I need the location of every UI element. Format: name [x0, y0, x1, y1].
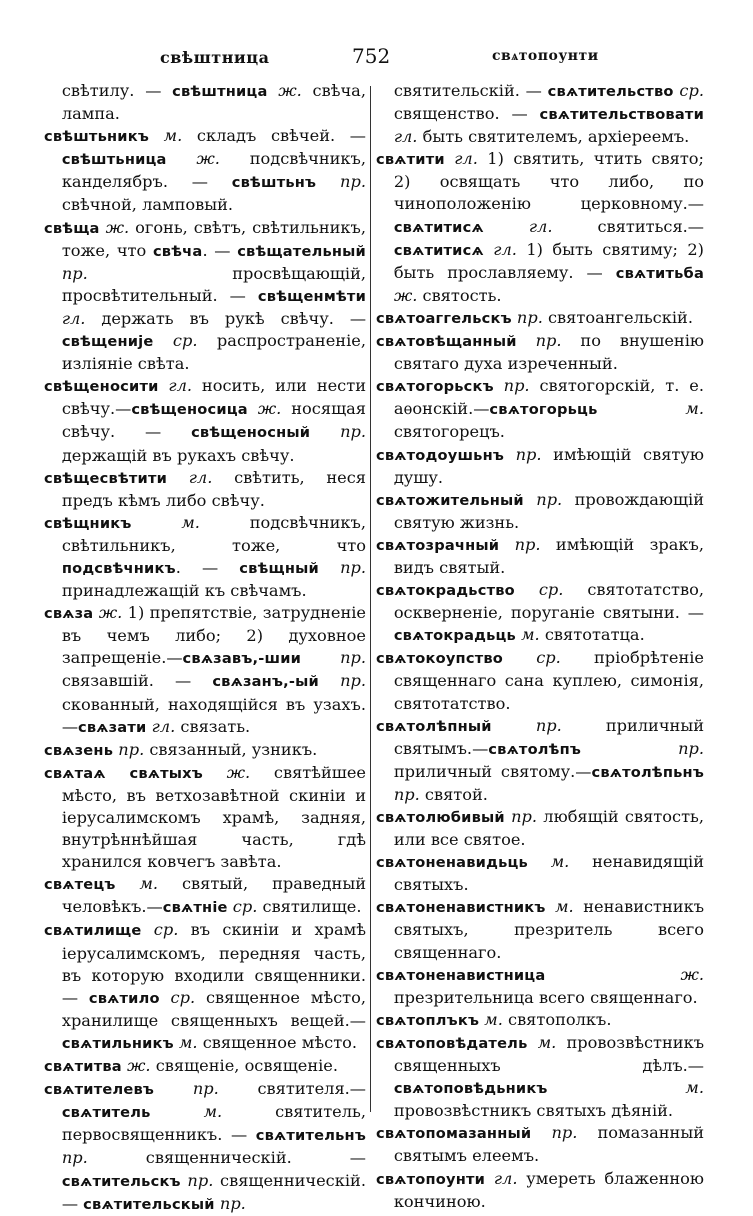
dictionary-entry: свѧтожительный пр. провождающій святую жизнь.	[376, 489, 704, 532]
dictionary-entry: свѧтокрадьство ср. святотатство, оскверненіе, поруганіе святыни. — свѧтокрадьць м. святотатца.	[376, 580, 704, 645]
dictionary-entry: свѧтозрачный пр. имѣющій зракъ, видъ святый.	[376, 534, 704, 577]
dictionary-entry: свѧтоповѣдатель м. провозвѣстникъ священныхъ дѣлъ.—свѧтоповѣдьникъ м. провозвѣстникъ святыхъ дѣяній.	[376, 1032, 704, 1121]
dictionary-entry: свѣштьникъ м. складъ свѣчей. — свѣштьница ж. подсвѣчникъ, канделябръ. — свѣштьнъ пр. свѣчной, ламповый.	[44, 126, 366, 215]
dictionary-entry: свѧтоненавистникъ м. ненавистникъ святыхъ, презритель всего священнаго.	[376, 897, 704, 962]
page-number: 752	[352, 44, 391, 68]
column-divider	[370, 86, 371, 1112]
dictionary-entry: свѧтолюбивый пр. любящій святость, или все святое.	[376, 807, 704, 850]
dictionary-entry: свѣтилу. — свѣштница ж. свѣча, лампа.	[61, 81, 366, 124]
dictionary-entry: свѧтецъ м. святый, праведный человѣкъ.—свѧтніе ср. святилище.	[44, 874, 366, 917]
dictionary-entry: свѧтодоушьнъ пр. имѣющій святую душу.	[376, 444, 704, 487]
dictionary-entry: свѧтоненавистница ж. презрительница всего священнаго.	[376, 964, 704, 1007]
left-guide-word: свѣштница	[160, 48, 270, 67]
running-header	[0, 44, 753, 74]
dictionary-entry: свѣщеносити гл. носить, или нести свѣчу.—свѣщеносица ж. носящая свѣчу. — свѣщеносный пр. держащій въ рукахъ свѣчу.	[44, 376, 366, 465]
dictionary-entry: свѣща ж. огонь, свѣтъ, свѣтильникъ, тоже, что свѣча. — свѣщательный пр. просвѣщающій, просвѣтительный. — свѣщенмѣти гл. держать въ рукѣ свѣчу. — свѣщеније ср. распространеніе, изліяніе свѣта.	[44, 217, 366, 374]
dictionary-entry: свѧтопоунти гл. умереть блаженною кончиною.	[376, 1168, 704, 1211]
dictionary-entry: свѧтитва ж. священіе, освященіе.	[44, 1056, 339, 1076]
dictionary-entry: свѣщникъ м. подсвѣчникъ, свѣтильникъ, тоже, что подсвѣчникъ. — свѣщный пр. принадлежащій къ свѣчамъ.	[44, 512, 366, 601]
dictionary-entry: свѧтоаггельскъ пр. святоангельскій.	[376, 307, 693, 327]
dictionary-entry: свѧтаѧ свѧтыхъ ж. святѣйшее мѣсто, въ ветхозавѣтной скиніи и іерусалимскомъ храмѣ, задняя, внутрѣннѣйшая часть, гдѣ хранился ковчегъ завѣта.	[44, 762, 366, 872]
dictionary-entry: свѧтопомазанный пр. помазанный святымъ елеемъ.	[376, 1123, 704, 1166]
left-column	[44, 80, 366, 1216]
dictionary-entry: свѧтоплъкъ м. святополкъ.	[376, 1009, 612, 1029]
dictionary-entry: свѧтилище ср. въ скиніи и храмѣ іерусалимскомъ, передняя часть, въ которую входили священники. — свѧтило ср. священное мѣсто, хранилище священныхъ вещей.—свѧтильникъ м. священное мѣсто.	[44, 920, 367, 1052]
dictionary-entry: свѧзень пр. связанный, узникъ.	[44, 739, 318, 759]
dictionary-entry: свѧтогорьскъ пр. святогорскій, т. е. аѳонскій.—свѧтогорьць м. святогорецъ.	[376, 376, 704, 442]
right-column	[376, 80, 704, 1213]
dictionary-entry: святительскій. — свѧтительство ср. священство. — свѧтительствовати гл. быть святителемъ, архіереемъ.	[393, 81, 704, 147]
dictionary-entry: свѧтолѣпный пр. приличный святымъ.—свѧтолѣпъ пр. приличный святому.—свѧтолѣпьнъ пр. святой.	[376, 715, 704, 804]
dictionary-entry: свѧтити гл. 1) святить, чтить свято; 2) освящать что либо, по чиноположенію церковному.—свѧтитисѧ гл. святиться.—свѧтитисѧ гл. 1) быть святиму; 2) быть прославляему. — свѧтитьба ж. святость.	[376, 149, 704, 305]
dictionary-entry: свѧза ж. 1) препятствіе, затрудненіе въ чемъ либо; 2) духовное запрещеніе.—свѧзавъ,-шии пр. связавшій. — свѧзанъ,-ый пр. скованный, находящійся въ узахъ.—свѧзати гл. связать.	[44, 603, 366, 736]
dictionary-entry: свѧтоненавидьць м. ненавидящій святыхъ.	[376, 852, 704, 895]
right-guide-word: свѧтопоунти	[492, 48, 599, 64]
dictionary-entry: свѣщесвѣтити гл. свѣтить, неся предъ кѣмъ либо свѣчу.	[44, 467, 366, 510]
dictionary-entry: свѧтителевъ пр. святителя.—свѧтитель м. святитель, первосвященникъ. — свѧтительнъ пр. священническій. — свѧтительскъ пр. священническій. — свѧтительскый пр.	[44, 1079, 366, 1213]
dictionary-entry: свѧтовѣщанный пр. по внушенію святаго духа изреченный.	[376, 331, 704, 374]
dictionary-entry: свѧтокоупство ср. пріобрѣтеніе священнаго сана куплею, симонія, святотатство.	[376, 648, 704, 713]
